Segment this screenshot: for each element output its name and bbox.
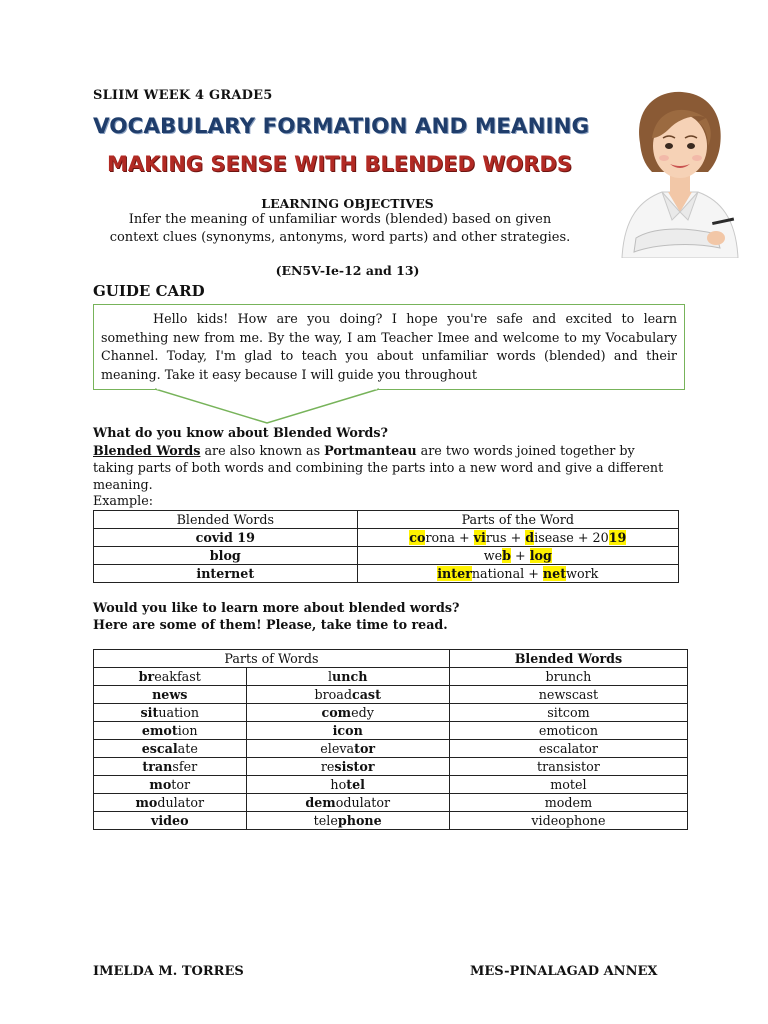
objectives-text: Infer the meaning of unfamiliar words (blended) based on given context clues (synonyms, antonyms, word parts) and other strategies. [109, 212, 571, 245]
blended-word-cell: newscast [449, 686, 687, 704]
highlighted-part: vi [473, 529, 486, 545]
first-word-cell [94, 794, 247, 812]
bold-part: sit [140, 704, 159, 720]
highlighted-part: co [409, 529, 426, 545]
bold-part: news [152, 686, 188, 702]
word-parts-cell [357, 547, 678, 565]
word-part: re [320, 758, 335, 774]
word-parts-cell [357, 529, 678, 547]
blended-word-cell: transistor [449, 758, 687, 776]
word-part: tor [171, 776, 191, 792]
bold-part: sistor [334, 758, 375, 774]
word-part: odulator [335, 794, 391, 810]
table-header-row [94, 650, 688, 668]
footer-author: IMELDA M. TORRES [93, 964, 244, 979]
highlighted-part: b [502, 547, 511, 563]
table-row [94, 704, 688, 722]
learn-more-line: Here are some of them! Please, take time to read. [93, 617, 448, 632]
word-part: work [566, 565, 599, 581]
blended-word-cell: internet [94, 565, 358, 583]
first-word-cell [94, 776, 247, 794]
table-row [94, 758, 688, 776]
first-word-cell [94, 722, 247, 740]
bold-part: com [321, 704, 352, 720]
highlighted-part: 19 [608, 529, 627, 545]
highlighted-part: d [525, 529, 535, 545]
table-row [94, 547, 679, 565]
first-word-cell [94, 812, 247, 830]
table-row [94, 529, 679, 547]
table-row [94, 686, 688, 704]
word-part: we [483, 547, 503, 563]
word-part: sfer [172, 758, 198, 774]
first-word-cell [94, 740, 247, 758]
table-row [94, 565, 679, 583]
footer-school: MES-PINALAGAD ANNEX [470, 964, 658, 979]
learn-more-line: Would you like to learn more about blended words? [93, 600, 460, 615]
blended-word-cell: emoticon [449, 722, 687, 740]
table-row [94, 722, 688, 740]
word-part: edy [351, 704, 374, 720]
second-word-cell [246, 812, 449, 830]
second-word-cell [246, 740, 449, 758]
word-part: isease + 20 [534, 529, 609, 545]
blended-word-cell: blog [94, 547, 358, 565]
first-word-cell [94, 758, 247, 776]
guide-card-heading: GUIDE CARD [93, 282, 205, 300]
bold-part: cast [351, 686, 381, 702]
subtitle: MAKING SENSE WITH BLENDED WORDS [107, 152, 572, 176]
bold-part: dem [305, 794, 336, 810]
blended-word-cell: videophone [449, 812, 687, 830]
example-table [93, 510, 679, 583]
second-word-cell [246, 758, 449, 776]
blended-word-cell: escalator [449, 740, 687, 758]
word-part: eleva [320, 740, 355, 756]
table-header-parts: Parts of Words [94, 650, 450, 668]
word-part: ion [177, 722, 198, 738]
word-part: broad [314, 686, 352, 702]
word-parts-cell [357, 565, 678, 583]
objectives-heading: LEARNING OBJECTIVES [261, 196, 434, 211]
term-blended-words: Blended Words [93, 443, 201, 458]
table-header: Blended Words [94, 511, 358, 529]
word-part: tele [313, 812, 338, 828]
speech-bubble: Hello kids! How are you doing? I hope you're safe and excited to learn something new from me. By the way, I am Teacher Imee and welcome to my Vocabulary Channel. Today, I'm glad to teach you about unfamiliar words (blended) and their meaning. Take it easy because I will guide you throughout [93, 304, 685, 390]
second-word-cell [246, 722, 449, 740]
first-word-cell [94, 704, 247, 722]
word-part: rona + [425, 529, 474, 545]
header-week-label: SLIIM WEEK 4 GRADE5 [93, 88, 273, 103]
main-title: VOCABULARY FORMATION AND MEANING [93, 114, 590, 139]
word-part: uation [158, 704, 200, 720]
word-part: ho [330, 776, 347, 792]
table-row [94, 668, 688, 686]
bold-part: emot [141, 722, 178, 738]
word-part: eakfast [154, 668, 201, 684]
bold-part: phone [337, 812, 382, 828]
blended-words-table [93, 649, 688, 830]
table-header: Parts of the Word [357, 511, 678, 529]
bold-part: mo [135, 794, 158, 810]
blended-word-cell: motel [449, 776, 687, 794]
table-row [94, 794, 688, 812]
second-word-cell [246, 794, 449, 812]
word-part: + [510, 547, 530, 563]
blended-word-cell: modem [449, 794, 687, 812]
blended-word-cell: covid 19 [94, 529, 358, 547]
word-part: l [327, 668, 333, 684]
first-word-cell [94, 668, 247, 686]
bold-part: tel [346, 776, 365, 792]
term-portmanteau: Portmanteau [324, 443, 417, 458]
second-word-cell [246, 668, 449, 686]
word-part: rus + [485, 529, 526, 545]
bold-part: br [138, 668, 155, 684]
blended-word-cell: brunch [449, 668, 687, 686]
highlighted-part: net [542, 565, 567, 581]
highlighted-part: inter [437, 565, 472, 581]
bold-part: tran [142, 758, 173, 774]
bold-part: video [150, 812, 189, 828]
blended-word-cell: sitcom [449, 704, 687, 722]
second-word-cell [246, 776, 449, 794]
definition-part: are two words joined together by taking parts of both words and combining the parts into a new word and give a different meaning. [93, 443, 664, 492]
definition-paragraph [93, 442, 673, 493]
table-header-blended: Blended Words [449, 650, 687, 668]
bold-part: unch [332, 668, 368, 684]
learn-more-text [93, 599, 459, 633]
bold-part: icon [332, 722, 363, 738]
word-part: dulator [157, 794, 205, 810]
table-row [94, 776, 688, 794]
highlighted-part: log [529, 547, 552, 563]
table-header-row [94, 511, 679, 529]
first-word-cell [94, 686, 247, 704]
bold-part: mo [149, 776, 172, 792]
second-word-cell [246, 704, 449, 722]
second-word-cell [246, 686, 449, 704]
question-blended-words: What do you know about Blended Words? [93, 425, 388, 440]
bold-part: escal [141, 740, 178, 756]
example-label: Example: [93, 493, 153, 508]
table-row [94, 740, 688, 758]
word-part: national + [471, 565, 543, 581]
objectives-code: (EN5V-Ie-12 and 13) [275, 263, 420, 278]
teacher-illustration [612, 88, 742, 262]
definition-part: are also known as [200, 443, 325, 458]
bold-part: tor [354, 740, 376, 756]
word-part: ate [177, 740, 198, 756]
table-row [94, 812, 688, 830]
